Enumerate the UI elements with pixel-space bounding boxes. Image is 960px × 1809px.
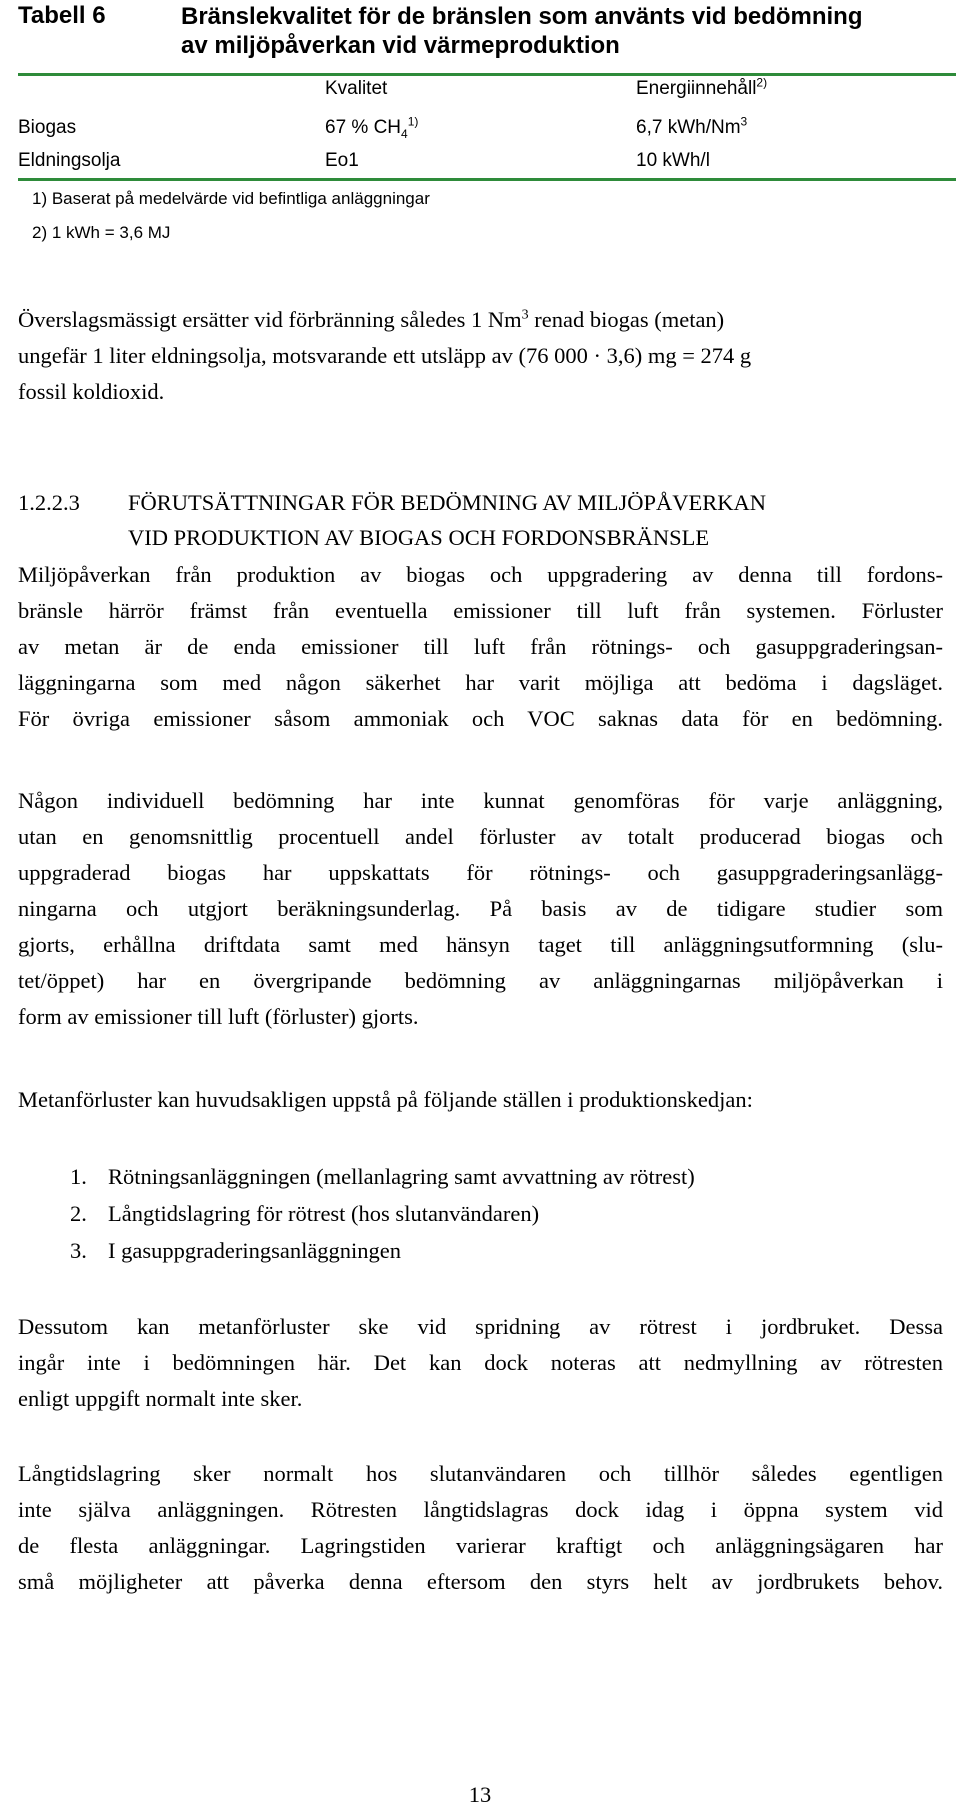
table-number: Tabell 6 bbox=[18, 2, 106, 29]
text-line: de flesta anläggningar. Lagringstiden varierar kraftigt och anläggningsägaren har bbox=[18, 1533, 943, 1558]
text-line: Dessutom kan metanförluster ske vid spridning av rötrest i jordbruket. Dessa bbox=[18, 1314, 943, 1339]
text-line: ungefär 1 liter eldningsolja, motsvarande ett utsläpp av (76 000 · 3,6) mg = 274 g bbox=[18, 343, 752, 368]
section-title-line: VID PRODUKTION AV BIOGAS OCH FORDONSBRÄNSLE bbox=[128, 525, 710, 550]
table-row-energy: 10 kWh/l bbox=[636, 150, 710, 171]
table-row-name: Eldningsolja bbox=[18, 150, 121, 171]
paragraph-conversion bbox=[18, 302, 943, 410]
text-line: enligt uppgift normalt inte sker. bbox=[18, 1386, 303, 1411]
text-line: inte själva anläggningen. Rötresten långtidslagras dock idag i öppna system vid bbox=[18, 1497, 943, 1522]
text-line: ingår inte i bedömningen här. Det kan dock noteras att nedmyllning av rötresten bbox=[18, 1350, 943, 1375]
text-line: små möjligheter att påverka denna eftersom den styrs helt av jordbrukets behov. bbox=[18, 1569, 943, 1594]
text-line: Miljöpåverkan från produktion av biogas och uppgradering av denna till fordons- bbox=[18, 562, 943, 587]
text-line: form av emissioner till luft (förluster) gjorts. bbox=[18, 1004, 419, 1029]
table-title bbox=[181, 2, 941, 60]
table-bottom-rule bbox=[18, 178, 956, 181]
table-row-quality: Eo1 bbox=[325, 150, 359, 171]
text-line: ningarna och utgjort beräkningsunderlag. På basis av de tidigare studier som bbox=[18, 896, 943, 921]
table-title-line: av miljöpåverkan vid värmeproduktion bbox=[181, 32, 620, 59]
paragraph-assessment bbox=[18, 783, 943, 1035]
paragraph-storage bbox=[18, 1456, 943, 1600]
table-header bbox=[18, 0, 938, 70]
text-line: fossil koldioxid. bbox=[18, 379, 165, 404]
text-line: För övriga emissioner såsom ammoniak och VOC saknas data för en bedömning. bbox=[18, 706, 943, 731]
table-footnote: 1) Baserat på medelvärde vid befintliga anläggningar bbox=[32, 189, 430, 208]
paragraph-emissions bbox=[18, 557, 943, 737]
column-header-quality: Kvalitet bbox=[325, 78, 388, 99]
column-header-energy: Energiinnehåll$^{2)}$ bbox=[636, 75, 768, 99]
table-row-name: Biogas bbox=[18, 117, 77, 138]
paragraph-methane-sources bbox=[18, 1082, 943, 1118]
text-line: Metanförluster kan huvudsakligen uppstå på följande ställen i produktionskedjan: bbox=[18, 1087, 753, 1112]
text-line: utan en genomsnittlig procentuell andel förluster av totalt producerad biogas och bbox=[18, 824, 943, 849]
text-line: läggningarna som med någon säkerhet har varit möjliga att bedöma i dagsläget. bbox=[18, 670, 943, 695]
section-number: 1.2.2.3 bbox=[18, 490, 80, 515]
text-line: uppgraderad biogas har uppskattats för rötnings- och gasuppgraderingsanlägg- bbox=[18, 860, 943, 885]
table-top-rule bbox=[18, 73, 956, 76]
text-line: gjorts, erhållna driftdata samt med hänsyn taget till anläggningsutformning (slu- bbox=[18, 932, 943, 957]
page-number: 13 bbox=[468, 1782, 492, 1807]
paragraph-spreading bbox=[18, 1309, 943, 1417]
section-title-line: FÖRUTSÄTTNINGAR FÖR BEDÖMNING AV MILJÖPÅVERKAN bbox=[128, 490, 766, 515]
text-line: tet/öppet) har en övergripande bedömning av anläggningarnas miljöpåverkan i bbox=[18, 968, 943, 993]
text-line: bränsle härrör främst från eventuella emissioner till luft från systemen. Förluster bbox=[18, 598, 943, 623]
text-line: Långtidslagring sker normalt hos slutanvändaren och tillhör således egentligen bbox=[18, 1461, 943, 1486]
table-row-energy: 6,7 kWh/Nm$^3$ bbox=[636, 114, 748, 138]
table-footnote: 2) 1 kWh = 3,6 MJ bbox=[32, 223, 171, 242]
text-line: Någon individuell bedömning har inte kunnat genomföras för varje anläggning, bbox=[18, 788, 943, 813]
table-title-line: Bränslekvalitet för de bränslen som använts vid bedömning bbox=[181, 3, 863, 30]
table-row-quality: 67 % $CH_4^{1)}$ bbox=[325, 114, 419, 141]
text-line: Överslagsmässigt ersätter vid förbränning således 1 Nm$^3$ renad biogas (metan) bbox=[18, 307, 725, 332]
text-line: av metan är de enda emissioner till luft från rötnings- och gasuppgraderingsan- bbox=[18, 634, 943, 659]
